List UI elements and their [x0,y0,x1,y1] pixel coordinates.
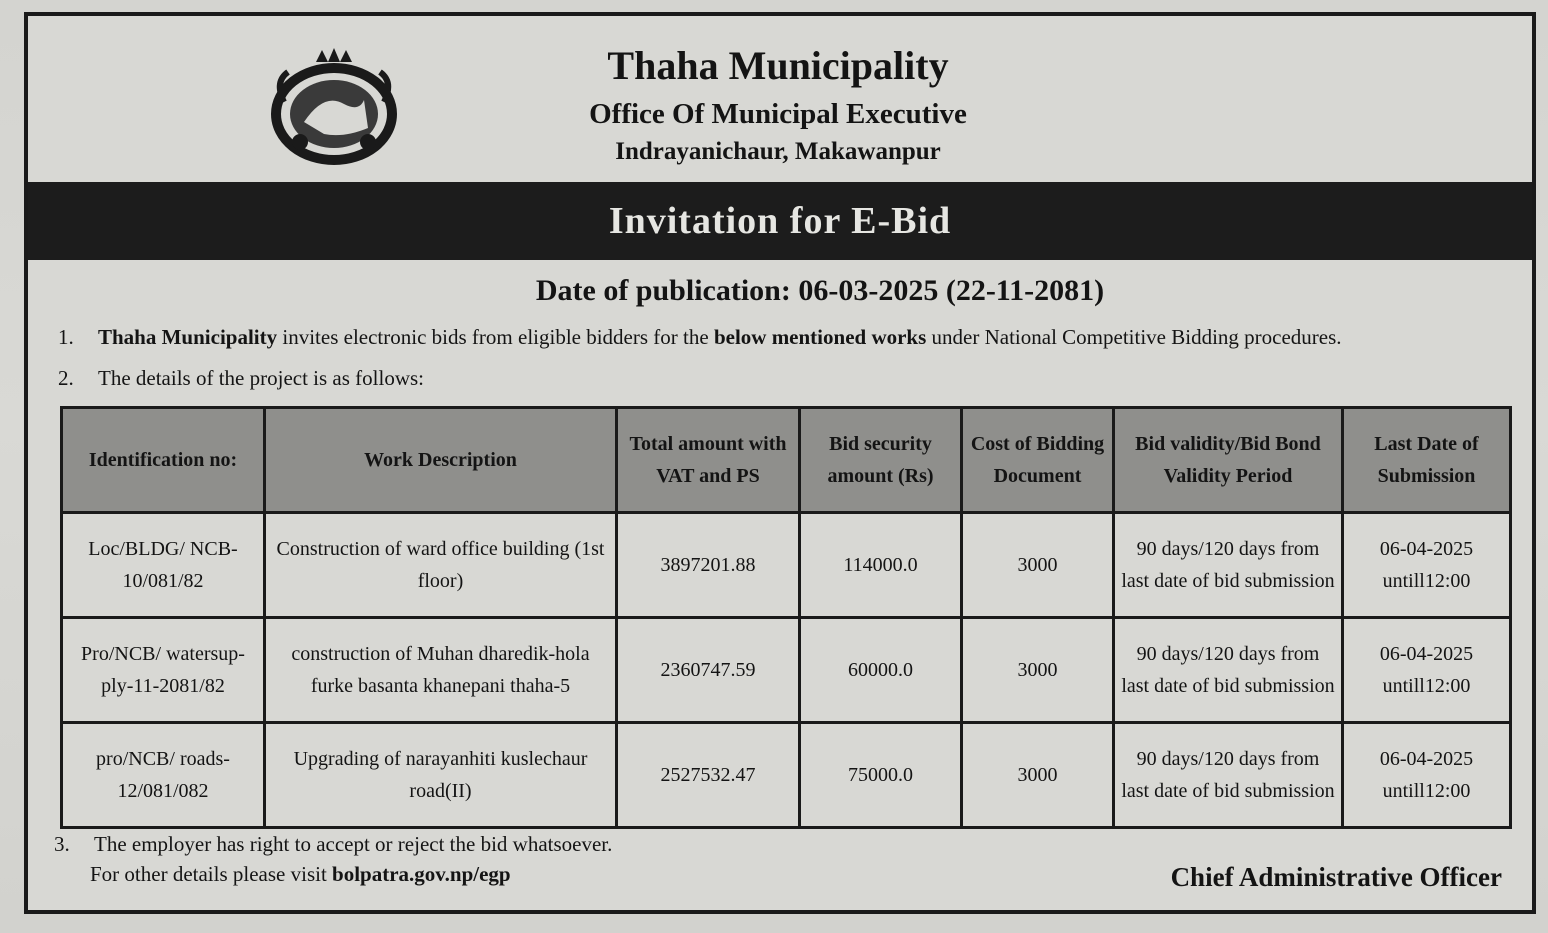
egp-link[interactable]: bolpatra.gov.np/egp [332,862,511,886]
body-text: The employer has right to accept or reject the bid whatsoever. [94,832,613,856]
paragraph-3-details [90,862,511,887]
table-cell: 06-04-2025 untill12:00 [1343,618,1511,723]
body-text: under National Competitive Bidding procedures. [926,325,1342,349]
paragraph-3 [54,832,612,857]
paragraph-number: 3. [54,832,70,856]
table-cell: 2527532.47 [617,723,800,828]
header-bid-security: Bid security amount (Rs) [800,408,962,513]
table-cell: 3000 [962,513,1114,618]
bold-text: Thaha Municipality [98,325,278,349]
table-cell: Construction of ward office building (1st floor) [265,513,617,618]
publication-date: Date of publication: 06-03-2025 (22-11-2081) [535,274,1105,307]
table-cell: 06-04-2025 untill12:00 [1343,513,1511,618]
header-bid-validity: Bid validity/Bid Bond Validity Period [1114,408,1343,513]
body-text: The details of the project is as follows: [98,366,425,390]
table-cell: 60000.0 [800,618,962,723]
paragraph-2 [58,366,424,391]
signature: Chief Administrative Officer [1170,862,1502,892]
title-banner: Invitation for E-Bid [28,182,1532,260]
notice-frame [24,12,1536,914]
office-address: Indrayanichaur, Makawanpur [615,138,941,165]
table-cell: Loc/BLDG/ NCB-10/081/82 [62,513,265,618]
table-header-row [62,408,1511,513]
table-cell: 3000 [962,723,1114,828]
header-identification: Identification no: [62,408,265,513]
body-text: invites electronic bids from eligible bidders for the [277,325,714,349]
table-cell: 3000 [962,618,1114,723]
notice-header [28,16,1532,186]
paragraph-1 [58,325,1342,350]
table-row [62,723,1511,828]
table-cell: construction of Muhan dharedik-hola furke basanta khanepani thaha-5 [265,618,617,723]
header-last-date: Last Date of Submission [1343,408,1511,513]
table-cell: Upgrading of narayanhiti kuslechaur road(II) [265,723,617,828]
table-cell: pro/NCB/ roads-12/081/082 [62,723,265,828]
municipality-name: Thaha Municipality [607,43,949,88]
table-cell: 90 days/120 days from last date of bid submission [1114,723,1343,828]
table-cell: 3897201.88 [617,513,800,618]
office-name: Office Of Municipal Executive [589,98,967,130]
table-row [62,513,1511,618]
table-cell: 06-04-2025 untill12:00 [1343,723,1511,828]
table-cell: 90 days/120 days from last date of bid submission [1114,618,1343,723]
header-total-amount: Total amount with VAT and PS [617,408,800,513]
table-cell: 90 days/120 days from last date of bid submission [1114,513,1343,618]
table-cell: Pro/NCB/ watersup-ply-11-2081/82 [62,618,265,723]
bid-table [60,406,1512,829]
table-cell: 114000.0 [800,513,962,618]
header-cost-document: Cost of Bidding Document [962,408,1114,513]
table-cell: 75000.0 [800,723,962,828]
bold-text: below mentioned works [713,325,927,349]
body-text: For other details please visit [90,862,333,886]
paragraph-number: 2. [58,366,74,390]
table-row [62,618,1511,723]
header-work-description: Work Description [265,408,617,513]
table-cell: 2360747.59 [617,618,800,723]
paragraph-number: 1. [58,325,74,349]
